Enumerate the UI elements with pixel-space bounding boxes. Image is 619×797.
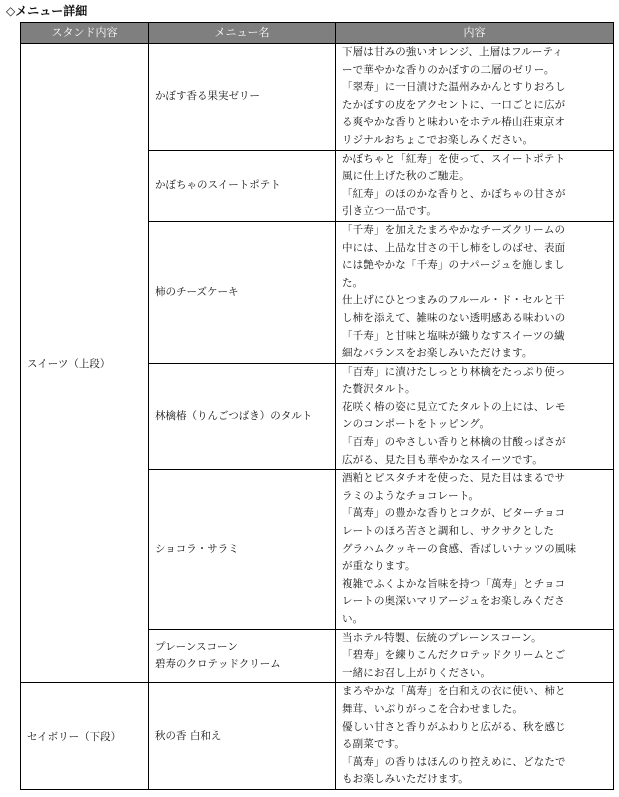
description-line: 一緒にお召し上がりください。 — [342, 666, 492, 679]
menu-name-line: ショコラ・サラミ — [155, 542, 239, 555]
description-line: ンのコンポートをトッピング。 — [342, 418, 491, 431]
description-line: 引き立つ一品です。 — [342, 205, 438, 218]
description-line: リジナルおちょこでお楽しみください。 — [342, 133, 534, 146]
description-line: 「萬寿」の豊かな香りとコクが、ビターチョコ — [342, 507, 566, 520]
description-line: ーで華やかな香りのかぼすの二層のゼリー。 — [342, 63, 555, 76]
description-line: 細なバランスをお楽しみいただけます。 — [342, 347, 533, 360]
stand-cell — [21, 44, 149, 683]
description-line: 酒粕とピスタチオを使った、見た目はまるでサ — [342, 472, 566, 485]
table-body — [21, 44, 614, 790]
description-line: グラハムクッキーの食感、香ばしいナッツの風味 — [342, 542, 577, 555]
description-line: 舞茸、いぶりがっこを合わせました。 — [342, 702, 524, 715]
description-line: ラミのようなチョコレート。 — [342, 489, 480, 502]
description-line: 「紅寿」のほのかな香りと、かぼちゃの甘さが — [342, 187, 566, 200]
description-line: い。 — [342, 613, 364, 625]
menu-name-line: 林檎椿（りんごつばき）のタルト — [155, 409, 313, 422]
description-line: 「碧寿」を練りこんだクロテッドクリームとご — [342, 649, 566, 662]
stand-cell — [21, 683, 149, 790]
menu-name-line: 秋の香 白和え — [155, 729, 222, 742]
description-line: 「百寿」のやさしい香りと林檎の甘酸っぱさが — [342, 436, 566, 449]
description-line: 下層は甘みの強いオレンジ、上層はフルーティ — [342, 46, 564, 58]
table-row — [21, 44, 614, 151]
description-line: かぼちゃと「紅寿」を使って、スイートポテト — [342, 152, 566, 165]
description-line: まろやかな「萬寿」を白和えの衣に使い、柿と — [342, 685, 566, 698]
description-line: 花咲く椿の姿に見立てたタルトの上には、レモ — [342, 400, 566, 413]
description-cell — [336, 683, 614, 790]
header-content: 内容 — [336, 23, 614, 44]
description-line: た。 — [342, 276, 364, 289]
menu-details-table — [20, 22, 614, 790]
menu-name-line: プレーンスコーン — [155, 640, 238, 653]
page-title: ◇メニュー詳細 — [6, 4, 88, 18]
table-row — [21, 683, 614, 790]
description-line: たかぼすの皮をアクセントに、一口ごとに広が — [342, 98, 566, 111]
description-line: た贅沢タルト。 — [342, 383, 416, 396]
description-line: し柿を添えて、雑味のない透明感ある味わいの — [342, 311, 566, 324]
description-line: レートのほろ苦さと調和し、サクサクとした — [342, 525, 555, 538]
description-cell — [336, 363, 614, 470]
menu-name-cell — [149, 683, 336, 790]
menu-name-cell — [149, 629, 336, 683]
description-line: 当ホテル特製、伝統のプレーンスコーン。 — [342, 631, 542, 644]
menu-name-cell — [149, 44, 336, 151]
description-cell — [336, 629, 614, 683]
description-line: 優しい甘さと香りがふわりと広がる、秋を感じ — [342, 720, 566, 733]
menu-name-cell — [149, 221, 336, 363]
description-line: には艶やかな「千寿」のナパージュを施しまし — [342, 259, 565, 272]
description-line: 風に仕上げた秋のご馳走。 — [342, 170, 470, 183]
menu-name-cell — [149, 363, 336, 470]
description-cell — [336, 221, 614, 363]
description-line: 複雑でふくよかな旨味を持つ「萬寿」とチョコ — [342, 577, 566, 590]
description-line: 仕上げにひとつまみのフルール・ド・セルと干 — [342, 294, 565, 307]
description-line: 「千寿」と甘味と塩味が織りなすスイーツの繊 — [342, 329, 565, 342]
description-line: が重なります。 — [342, 560, 416, 573]
table-header-row — [21, 23, 614, 44]
menu-name-line: かぼす香る果実ゼリー — [155, 90, 260, 103]
description-line: る副菜です。 — [342, 738, 406, 751]
stand-label: スイーツ（上段） — [27, 357, 111, 370]
header-stand: スタンド内容 — [21, 23, 149, 44]
description-line: レートの奥深いマリアージュをお楽しみくださ — [342, 595, 565, 608]
stand-label: セイボリー（下段） — [27, 730, 122, 743]
description-line: る爽やかな香りと味わいをホテル椿山荘東京オ — [342, 116, 566, 129]
description-cell — [336, 470, 614, 629]
description-line: 「翠寿」に一日漬けた温州みかんとすりおろし — [342, 81, 566, 94]
description-line: もお楽しみいただけます。 — [342, 773, 469, 786]
description-cell — [336, 150, 614, 221]
description-line: 中には、上品な甘さの干し柿をしのばせ、表面 — [342, 241, 566, 254]
description-line: 「千寿」を加えたまろやかなチーズクリームの — [342, 223, 566, 236]
description-line: 「百寿」に漬けたしっとり林檎をたっぷり使っ — [342, 365, 566, 378]
menu-name-line: 柿のチーズケーキ — [155, 285, 239, 298]
description-line: 広がる、見た目も華やかなスイーツです。 — [342, 453, 543, 466]
menu-name-cell — [149, 150, 336, 221]
menu-name-cell — [149, 470, 336, 629]
description-cell — [336, 44, 614, 151]
menu-name-line: 碧寿のクロテッドクリーム — [155, 657, 281, 670]
menu-name-line: かぼちゃのスイートポテト — [155, 179, 281, 192]
header-menu-name: メニュー名 — [149, 23, 336, 44]
description-line: 「萬寿」の香りはほんのり控えめに、どなたで — [342, 755, 566, 768]
